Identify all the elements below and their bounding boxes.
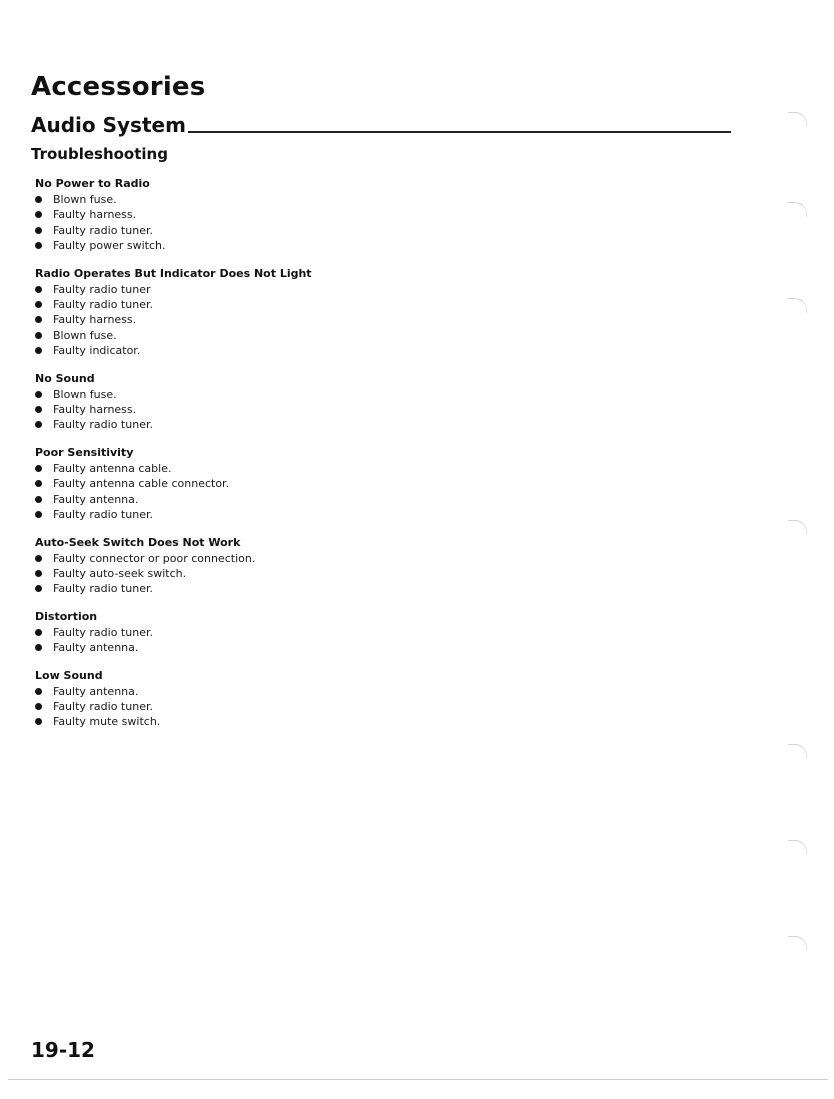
- bullet-icon: [35, 227, 42, 234]
- cause-list: [35, 282, 635, 359]
- bullet-icon: [35, 496, 42, 503]
- cause-item: [35, 387, 635, 402]
- bullet-icon: [35, 570, 42, 577]
- bullet-icon: [35, 465, 42, 472]
- cause-item: [35, 476, 635, 491]
- binder-hole-mark: [788, 298, 807, 313]
- binder-hole-mark: [788, 936, 807, 951]
- section-title-row: [31, 108, 731, 138]
- bullet-icon: [35, 211, 42, 218]
- cause-item: [35, 625, 635, 640]
- cause-list: [35, 387, 635, 433]
- symptom-section: [35, 266, 635, 359]
- subsection-title: Troubleshooting: [31, 145, 168, 163]
- symptom-heading: Poor Sensitivity: [35, 445, 134, 459]
- bullet-icon: [35, 316, 42, 323]
- cause-item: [35, 684, 635, 699]
- cause-item: [35, 492, 635, 507]
- bullet-icon: [35, 196, 42, 203]
- cause-text: Faulty auto-seek switch.: [53, 566, 187, 580]
- symptom-heading: No Power to Radio: [35, 177, 150, 190]
- page-number: 19-12: [31, 1038, 95, 1062]
- bullet-icon: [35, 629, 42, 636]
- symptom-heading: Low Sound: [35, 668, 103, 682]
- cause-text: Blown fuse.: [53, 387, 117, 401]
- bullet-icon: [35, 347, 42, 354]
- cause-text: Faulty antenna cable.: [53, 461, 172, 475]
- section-title-rule: [188, 131, 731, 133]
- cause-item: [35, 507, 635, 522]
- cause-item: [35, 417, 635, 432]
- troubleshooting-list: [35, 176, 635, 742]
- cause-text: Faulty indicator.: [53, 344, 141, 358]
- cause-text: Faulty harness.: [53, 313, 137, 327]
- cause-text: Faulty harness.: [53, 403, 137, 417]
- symptom-section: [35, 371, 635, 433]
- bullet-icon: [35, 511, 42, 518]
- bullet-icon: [35, 391, 42, 398]
- bullet-icon: [35, 718, 42, 725]
- symptom-heading: Radio Operates But Indicator Does Not Light: [35, 266, 312, 280]
- symptom-section: [35, 668, 635, 730]
- cause-item: [35, 297, 635, 312]
- cause-text: Faulty power switch.: [53, 239, 166, 253]
- cause-list: [35, 684, 635, 730]
- symptom-section: [35, 176, 635, 254]
- cause-item: [35, 343, 635, 358]
- cause-list: [35, 551, 635, 597]
- bullet-icon: [35, 286, 42, 293]
- cause-item: [35, 566, 635, 581]
- symptom-section: [35, 445, 635, 523]
- cause-text: Faulty radio tuner.: [53, 508, 153, 522]
- symptom-section: [35, 535, 635, 597]
- section-title: Audio System: [31, 113, 186, 137]
- cause-text: Faulty antenna.: [53, 492, 139, 506]
- cause-text: Blown fuse.: [53, 328, 117, 342]
- bullet-icon: [35, 332, 42, 339]
- binder-hole-mark: [788, 202, 807, 217]
- bullet-icon: [35, 703, 42, 710]
- binder-hole-mark: [788, 840, 807, 855]
- cause-text: Faulty harness.: [53, 208, 137, 222]
- cause-text: Faulty connector or poor connection.: [53, 551, 256, 565]
- cause-item: [35, 402, 635, 417]
- binder-hole-mark: [788, 112, 807, 127]
- cause-item: [35, 328, 635, 343]
- cause-item: [35, 207, 635, 222]
- bullet-icon: [35, 406, 42, 413]
- binder-hole-mark: [788, 520, 807, 535]
- symptom-heading: Distortion: [35, 609, 98, 623]
- cause-text: Faulty antenna.: [53, 684, 139, 698]
- cause-item: [35, 699, 635, 714]
- cause-text: Faulty antenna.: [53, 641, 139, 655]
- cause-item: [35, 192, 635, 207]
- bullet-icon: [35, 585, 42, 592]
- cause-text: Faulty mute switch.: [53, 715, 161, 729]
- bullet-icon: [35, 555, 42, 562]
- cause-item: [35, 581, 635, 596]
- cause-text: Faulty radio tuner.: [53, 582, 153, 596]
- cause-list: [35, 192, 635, 254]
- cause-item: [35, 282, 635, 297]
- bullet-icon: [35, 421, 42, 428]
- cause-item: [35, 640, 635, 655]
- cause-item: [35, 223, 635, 238]
- bullet-icon: [35, 480, 42, 487]
- cause-text: Faulty antenna cable connector.: [53, 477, 230, 491]
- cause-list: [35, 461, 635, 523]
- bullet-icon: [35, 301, 42, 308]
- cause-text: Faulty radio tuner.: [53, 699, 153, 713]
- cause-text: Faulty radio tuner: [53, 282, 151, 296]
- cause-text: Faulty radio tuner.: [53, 223, 153, 237]
- page-title: Accessories: [31, 72, 206, 102]
- cause-item: [35, 461, 635, 476]
- page-bottom-edge: [8, 1079, 828, 1080]
- symptom-heading: No Sound: [35, 371, 95, 385]
- cause-text: Faulty radio tuner.: [53, 418, 153, 432]
- bullet-icon: [35, 688, 42, 695]
- bullet-icon: [35, 644, 42, 651]
- binder-hole-mark: [788, 744, 807, 759]
- bullet-icon: [35, 242, 42, 249]
- cause-item: [35, 312, 635, 327]
- cause-list: [35, 625, 635, 656]
- cause-text: Blown fuse.: [53, 193, 117, 206]
- cause-item: [35, 238, 635, 253]
- cause-item: [35, 551, 635, 566]
- cause-text: Faulty radio tuner.: [53, 625, 153, 639]
- cause-item: [35, 714, 635, 729]
- symptom-heading: Auto-Seek Switch Does Not Work: [35, 535, 241, 549]
- cause-text: Faulty radio tuner.: [53, 298, 153, 312]
- symptom-section: [35, 609, 635, 656]
